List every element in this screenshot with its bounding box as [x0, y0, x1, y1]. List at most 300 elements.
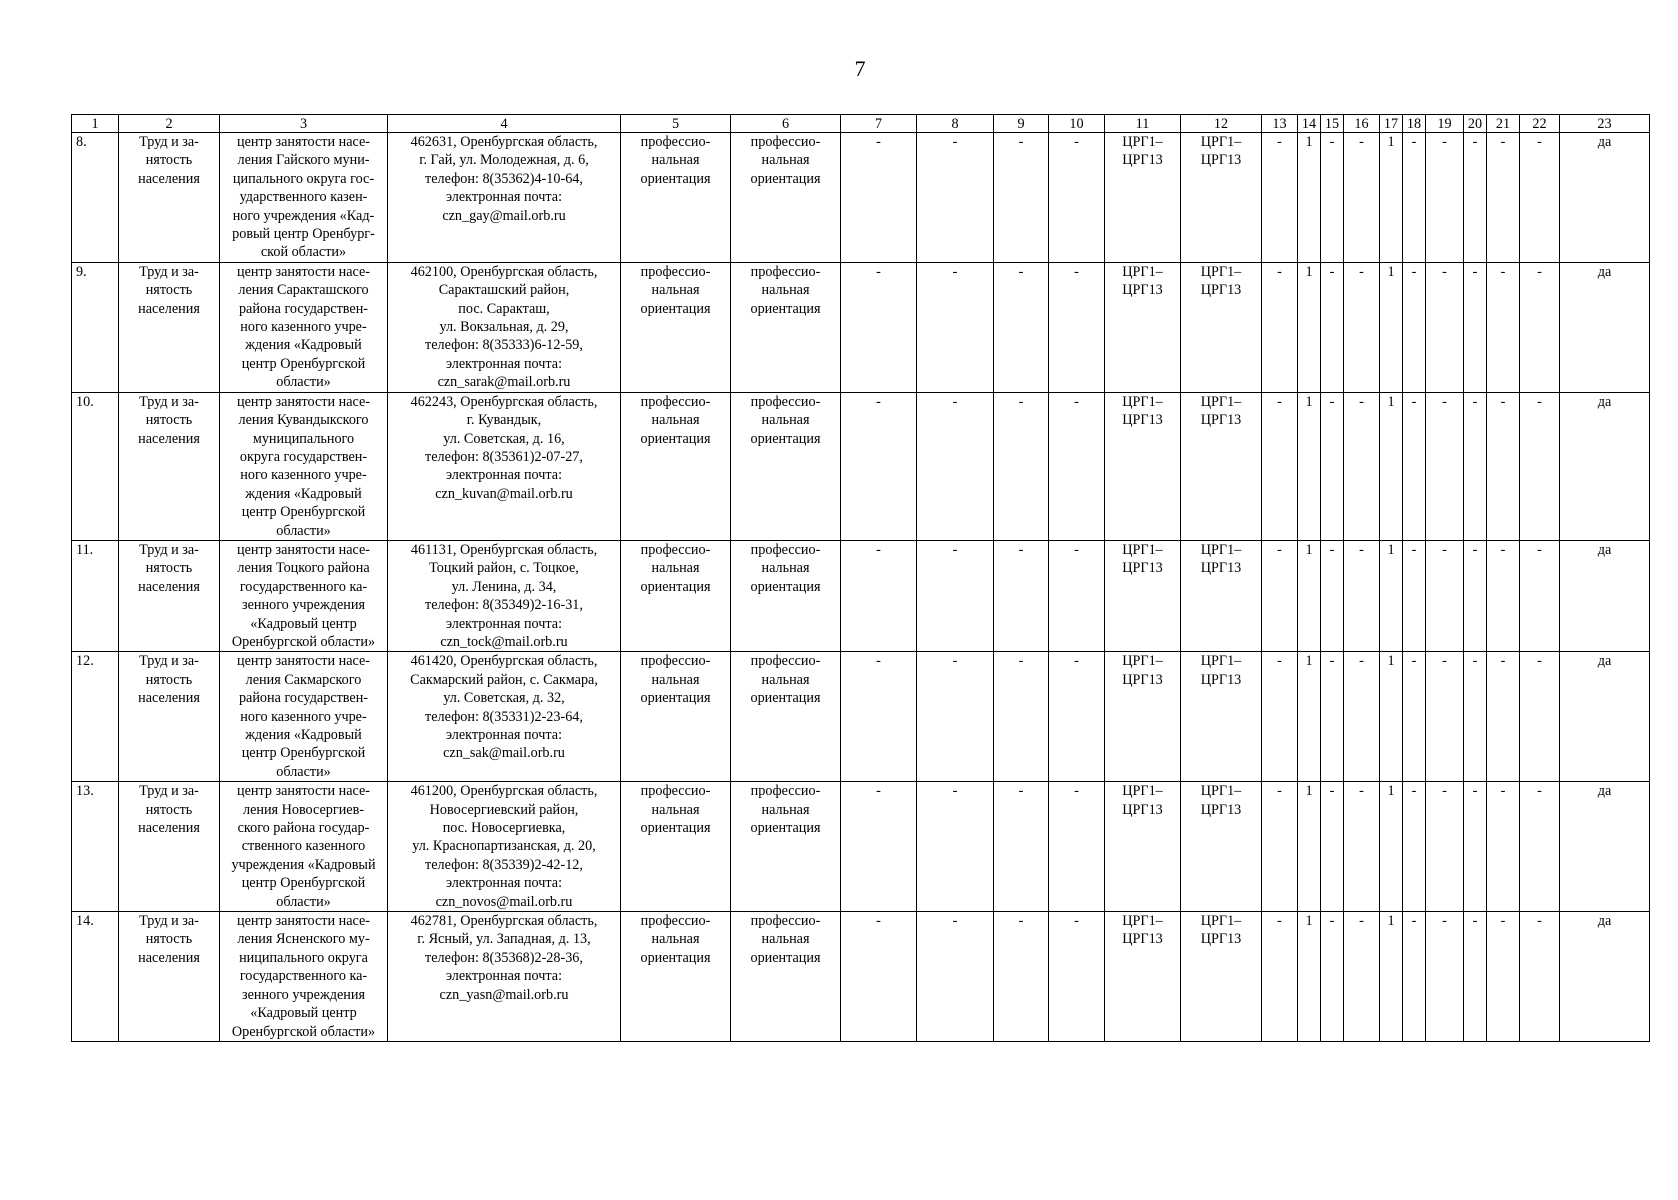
- cell-text: 1: [1305, 783, 1313, 800]
- table-cell-col23: [1560, 392, 1650, 540]
- cell-text: -: [1329, 393, 1335, 410]
- cell-text: профессио- нальная ориентация: [750, 134, 821, 187]
- cell-text: -: [1018, 653, 1024, 670]
- table-cell-col14: [1298, 262, 1321, 392]
- cell-text: ЦРГ1– ЦРГ13: [1122, 913, 1163, 948]
- cell-text: -: [1500, 263, 1506, 280]
- table-cell-col8: [917, 133, 994, 263]
- column-header: 20: [1464, 115, 1487, 133]
- cell-text: ЦРГ1– ЦРГ13: [1122, 263, 1163, 299]
- table-cell-col21: [1487, 262, 1520, 392]
- cell-text: -: [1500, 913, 1506, 930]
- header-row: [72, 115, 1650, 133]
- table-row: [72, 540, 1650, 651]
- table-cell-col16: [1344, 540, 1380, 651]
- cell-text: да: [1597, 134, 1612, 150]
- table-cell-col15: [1321, 652, 1344, 782]
- cell-text: Труд и за- нятость населения: [138, 393, 200, 447]
- cell-text: профессио- нальная ориентация: [750, 541, 821, 595]
- area-cell: [119, 652, 220, 782]
- cell-text: -: [1359, 541, 1364, 558]
- cell-text: 462631, Оренбургская область, г. Гай, ул. Молодежная, д. 6, телефон: 8(35362)4-10-64, электронная почта: czn_gay@mail.orb.ru: [410, 134, 598, 224]
- service-type-cell: [621, 652, 731, 782]
- cell-text: -: [1537, 263, 1542, 280]
- cell-text: -: [1472, 393, 1478, 410]
- table-cell-col17: [1380, 652, 1403, 782]
- cell-text: -: [876, 541, 881, 558]
- service-cell: [731, 392, 841, 540]
- service-type-cell: [621, 262, 731, 392]
- cell-text: центр занятости насе- ления Новосергиев- ского района государ- ственного казенного учреждения «Кадровый центр Оренбургской области»: [231, 783, 376, 910]
- cell-text: профессио- нальная ориентация: [640, 783, 711, 837]
- cell-text: ЦРГ1– ЦРГ13: [1200, 263, 1242, 299]
- cell-text: -: [1411, 913, 1417, 930]
- cell-text: -: [952, 783, 958, 800]
- table-cell-col7: [841, 262, 917, 392]
- cell-text: 10.: [76, 393, 94, 410]
- cell-text: 8.: [76, 134, 87, 150]
- table-cell-col21: [1487, 133, 1520, 263]
- cell-text: -: [1074, 541, 1079, 558]
- cell-text: -: [1277, 263, 1282, 280]
- table-cell-col17: [1380, 912, 1403, 1042]
- cell-text: 461131, Оренбургская область, Тоцкий район, с. Тоцкое, ул. Ленина, д. 34, телефон: 8(35349)2-16-31, электронная почта: czn_tock@mail.orb.ru: [410, 541, 598, 650]
- cell-text: -: [1277, 913, 1282, 930]
- cell-text: -: [1537, 653, 1542, 670]
- cell-text: -: [1411, 263, 1417, 280]
- table-row: [72, 782, 1650, 912]
- table-cell-col10: [1049, 540, 1105, 651]
- cell-text: -: [1411, 653, 1417, 670]
- table-row: [72, 133, 1650, 263]
- table-cell-col16: [1344, 392, 1380, 540]
- table-cell-col23: [1560, 262, 1650, 392]
- cell-text: -: [1074, 653, 1079, 670]
- cell-text: -: [1359, 393, 1364, 410]
- column-header: 22: [1520, 115, 1560, 133]
- table-cell-col16: [1344, 782, 1380, 912]
- table-cell-col17: [1380, 392, 1403, 540]
- table-cell-col9: [994, 133, 1049, 263]
- service-cell: [731, 782, 841, 912]
- cell-text: ЦРГ1– ЦРГ13: [1200, 393, 1242, 429]
- table-cell-col17: [1380, 782, 1403, 912]
- cell-text: -: [1074, 134, 1079, 150]
- cell-text: -: [1537, 783, 1542, 800]
- table-cell-col11: [1105, 912, 1181, 1042]
- table-cell-col13: [1262, 262, 1298, 392]
- cell-text: 1: [1387, 913, 1395, 930]
- cell-text: профессио- нальная ориентация: [750, 653, 821, 707]
- column-header: 1: [72, 115, 119, 133]
- table-cell-col11: [1105, 652, 1181, 782]
- table-cell-col12: [1181, 133, 1262, 263]
- organization-cell: [220, 262, 388, 392]
- table-cell-col15: [1321, 262, 1344, 392]
- table-cell-col15: [1321, 912, 1344, 1042]
- column-header: 14: [1298, 115, 1321, 133]
- cell-text: -: [1500, 393, 1506, 410]
- cell-text: -: [1411, 541, 1417, 558]
- cell-text: -: [1442, 263, 1447, 280]
- table-cell-col17: [1380, 540, 1403, 651]
- cell-text: -: [1472, 783, 1478, 800]
- cell-text: -: [1277, 653, 1282, 670]
- cell-text: -: [1472, 913, 1478, 930]
- table-cell-col18: [1403, 912, 1426, 1042]
- cell-text: -: [1472, 653, 1478, 670]
- cell-text: центр занятости насе- ления Ясненского му- ниципального округа государственного ка- зенного учреждения «Кадровый центр Оренбургской области»: [231, 913, 376, 1040]
- cell-text: -: [1442, 783, 1447, 800]
- table-cell-col19: [1426, 652, 1464, 782]
- cell-text: -: [1018, 134, 1024, 150]
- cell-text: -: [1018, 263, 1024, 280]
- table-cell-col16: [1344, 133, 1380, 263]
- cell-text: -: [1329, 541, 1335, 558]
- table-cell-col10: [1049, 652, 1105, 782]
- area-cell: [119, 540, 220, 651]
- cell-text: -: [1074, 783, 1079, 800]
- area-cell: [119, 782, 220, 912]
- cell-text: 1: [1387, 783, 1395, 800]
- column-header: 3: [220, 115, 388, 133]
- organization-cell: [220, 540, 388, 651]
- cell-text: -: [1537, 134, 1542, 150]
- row-number-cell: [72, 782, 119, 912]
- cell-text: ЦРГ1– ЦРГ13: [1122, 783, 1163, 818]
- table-body: [72, 133, 1650, 1042]
- cell-text: профессио- нальная ориентация: [750, 393, 821, 447]
- cell-text: -: [1442, 541, 1447, 558]
- cell-text: -: [1329, 653, 1335, 670]
- cell-text: -: [1329, 263, 1335, 280]
- cell-text: 1: [1305, 263, 1313, 280]
- table-cell-col11: [1105, 540, 1181, 651]
- cell-text: да: [1597, 783, 1612, 800]
- cell-text: -: [1074, 393, 1079, 410]
- cell-text: профессио- нальная ориентация: [640, 913, 711, 966]
- table-cell-col21: [1487, 782, 1520, 912]
- service-cell: [731, 540, 841, 651]
- address-cell: [388, 262, 621, 392]
- cell-text: да: [1597, 393, 1612, 410]
- cell-text: центр занятости насе- ления Сакмарского района государствен- ного казенного учре- ждения «Кадровый центр Оренбургской области»: [237, 653, 370, 780]
- table-cell-col20: [1464, 652, 1487, 782]
- table-cell-col9: [994, 782, 1049, 912]
- table-cell-col7: [841, 652, 917, 782]
- table-cell-col16: [1344, 262, 1380, 392]
- cell-text: профессио- нальная ориентация: [750, 263, 821, 317]
- cell-text: -: [1074, 263, 1079, 280]
- cell-text: -: [876, 393, 881, 410]
- cell-text: -: [952, 913, 958, 930]
- cell-text: да: [1597, 653, 1612, 670]
- cell-text: -: [952, 541, 958, 558]
- row-number-cell: [72, 912, 119, 1042]
- cell-text: 12.: [76, 653, 94, 670]
- cell-text: -: [1329, 783, 1335, 800]
- cell-text: -: [1500, 783, 1506, 800]
- cell-text: центр занятости насе- ления Кувандыкского муниципального округа государствен- ного казенного учре- ждения «Кадровый центр Оренбургской области»: [237, 393, 370, 539]
- table-cell-col17: [1380, 133, 1403, 263]
- cell-text: да: [1597, 263, 1612, 280]
- organization-cell: [220, 133, 388, 263]
- address-cell: [388, 912, 621, 1042]
- cell-text: -: [1277, 541, 1282, 558]
- cell-text: -: [1359, 263, 1364, 280]
- table-cell-col8: [917, 912, 994, 1042]
- cell-text: -: [1537, 393, 1542, 410]
- area-cell: [119, 133, 220, 263]
- column-header: 5: [621, 115, 731, 133]
- cell-text: -: [1500, 541, 1506, 558]
- service-cell: [731, 262, 841, 392]
- table-cell-col19: [1426, 782, 1464, 912]
- cell-text: -: [952, 653, 958, 670]
- table-cell-col13: [1262, 782, 1298, 912]
- table-cell-col11: [1105, 262, 1181, 392]
- column-header: 16: [1344, 115, 1380, 133]
- organization-cell: [220, 652, 388, 782]
- cell-text: -: [1442, 393, 1447, 410]
- table-cell-col19: [1426, 540, 1464, 651]
- column-header: 15: [1321, 115, 1344, 133]
- table-cell-col22: [1520, 262, 1560, 392]
- table-cell-col12: [1181, 782, 1262, 912]
- table-cell-col8: [917, 392, 994, 540]
- cell-text: центр занятости насе- ления Тоцкого района государственного ка- зенного учреждения «Кадровый центр Оренбургской области»: [231, 541, 376, 650]
- table-cell-col12: [1181, 912, 1262, 1042]
- table-cell-col20: [1464, 540, 1487, 651]
- table-row: [72, 652, 1650, 782]
- cell-text: 1: [1305, 134, 1313, 150]
- table-row: [72, 912, 1650, 1042]
- service-type-cell: [621, 133, 731, 263]
- row-number-cell: [72, 540, 119, 651]
- table-cell-col20: [1464, 133, 1487, 263]
- cell-text: -: [1472, 263, 1478, 280]
- column-header: 17: [1380, 115, 1403, 133]
- table-cell-col8: [917, 652, 994, 782]
- cell-text: -: [1472, 541, 1478, 558]
- table-cell-col19: [1426, 262, 1464, 392]
- table-cell-col15: [1321, 782, 1344, 912]
- table-cell-col14: [1298, 540, 1321, 651]
- cell-text: Труд и за- нятость населения: [138, 263, 200, 317]
- cell-text: 1: [1305, 913, 1313, 930]
- column-header: 18: [1403, 115, 1426, 133]
- table-cell-col16: [1344, 912, 1380, 1042]
- table-cell-col20: [1464, 912, 1487, 1042]
- cell-text: ЦРГ1– ЦРГ13: [1122, 653, 1163, 688]
- column-header: 21: [1487, 115, 1520, 133]
- table-cell-col22: [1520, 540, 1560, 651]
- table-cell-col21: [1487, 392, 1520, 540]
- service-type-cell: [621, 540, 731, 651]
- cell-text: -: [1074, 913, 1079, 930]
- row-number-cell: [72, 392, 119, 540]
- cell-text: ЦРГ1– ЦРГ13: [1200, 783, 1242, 818]
- cell-text: -: [952, 393, 958, 410]
- table-cell-col13: [1262, 540, 1298, 651]
- cell-text: центр занятости насе- ления Гайского муни- ципального округа гос- ударственного казен- ного учреждения «Кад- ровый центр Оренбург- ской области»: [232, 134, 375, 261]
- cell-text: 461200, Оренбургская область, Новосергиевский район, пос. Новосергиевка, ул. Краснопартизанская, д. 20, телефон: 8(35339)2-42-12, электронная почта: czn_novos@mail.orb.ru: [410, 783, 598, 910]
- cell-text: -: [1537, 913, 1542, 930]
- cell-text: профессио- нальная ориентация: [640, 393, 711, 447]
- address-cell: [388, 392, 621, 540]
- cell-text: ЦРГ1– ЦРГ13: [1122, 393, 1163, 429]
- table-cell-col8: [917, 540, 994, 651]
- table-cell-col11: [1105, 782, 1181, 912]
- cell-text: -: [876, 913, 881, 930]
- cell-text: -: [1411, 783, 1417, 800]
- cell-text: -: [1018, 541, 1024, 558]
- table-cell-col10: [1049, 133, 1105, 263]
- table-cell-col21: [1487, 652, 1520, 782]
- table-cell-col15: [1321, 392, 1344, 540]
- table-cell-col7: [841, 540, 917, 651]
- table-cell-col9: [994, 392, 1049, 540]
- cell-text: ЦРГ1– ЦРГ13: [1122, 541, 1163, 577]
- table-cell-col7: [841, 392, 917, 540]
- table-cell-col18: [1403, 392, 1426, 540]
- table-cell-col17: [1380, 262, 1403, 392]
- cell-text: -: [876, 783, 881, 800]
- cell-text: 1: [1387, 393, 1395, 410]
- table-cell-col14: [1298, 392, 1321, 540]
- cell-text: -: [1277, 134, 1282, 150]
- table-cell-col16: [1344, 652, 1380, 782]
- table-cell-col20: [1464, 392, 1487, 540]
- organization-cell: [220, 912, 388, 1042]
- table-cell-col12: [1181, 392, 1262, 540]
- cell-text: -: [1411, 134, 1417, 150]
- area-cell: [119, 262, 220, 392]
- table-cell-col18: [1403, 133, 1426, 263]
- cell-text: 13.: [76, 783, 94, 800]
- table-cell-col9: [994, 652, 1049, 782]
- cell-text: 1: [1387, 263, 1395, 280]
- table-cell-col8: [917, 782, 994, 912]
- column-header: 10: [1049, 115, 1105, 133]
- table-cell-col21: [1487, 540, 1520, 651]
- cell-text: -: [1500, 134, 1506, 150]
- table-cell-col22: [1520, 392, 1560, 540]
- table-cell-col15: [1321, 540, 1344, 651]
- cell-text: -: [876, 653, 881, 670]
- table-cell-col7: [841, 912, 917, 1042]
- table-cell-col7: [841, 133, 917, 263]
- table-cell-col13: [1262, 392, 1298, 540]
- cell-text: -: [1359, 653, 1364, 670]
- table-cell-col13: [1262, 652, 1298, 782]
- table-cell-col20: [1464, 782, 1487, 912]
- column-header: 13: [1262, 115, 1298, 133]
- cell-text: Труд и за- нятость населения: [138, 913, 200, 966]
- table-cell-col23: [1560, 652, 1650, 782]
- row-number-cell: [72, 133, 119, 263]
- service-type-cell: [621, 392, 731, 540]
- cell-text: Труд и за- нятость населения: [138, 541, 200, 595]
- cell-text: ЦРГ1– ЦРГ13: [1200, 541, 1242, 577]
- address-cell: [388, 540, 621, 651]
- cell-text: -: [876, 134, 881, 150]
- table-cell-col8: [917, 262, 994, 392]
- table-cell-col18: [1403, 540, 1426, 651]
- column-header: 6: [731, 115, 841, 133]
- cell-text: -: [1359, 913, 1364, 930]
- cell-text: -: [1277, 783, 1282, 800]
- table-cell-col15: [1321, 133, 1344, 263]
- cell-text: -: [1472, 134, 1478, 150]
- table-cell-col21: [1487, 912, 1520, 1042]
- cell-text: Труд и за- нятость населения: [138, 783, 200, 837]
- cell-text: 462100, Оренбургская область, Саракташский район, пос. Саракташ, ул. Вокзальная, д. 29, телефон: 8(35333)6-12-59, электронная почта: czn_sarak@mail.orb.ru: [410, 263, 598, 391]
- table-cell-col9: [994, 540, 1049, 651]
- service-type-cell: [621, 912, 731, 1042]
- table-cell-col12: [1181, 540, 1262, 651]
- cell-text: профессио- нальная ориентация: [640, 134, 711, 187]
- cell-text: -: [876, 263, 881, 280]
- table-cell-col12: [1181, 652, 1262, 782]
- table-cell-col19: [1426, 133, 1464, 263]
- cell-text: 11.: [76, 541, 94, 558]
- service-type-cell: [621, 782, 731, 912]
- cell-text: профессио- нальная ориентация: [750, 913, 821, 966]
- table-cell-col7: [841, 782, 917, 912]
- cell-text: профессио- нальная ориентация: [640, 263, 711, 317]
- area-cell: [119, 392, 220, 540]
- address-cell: [388, 133, 621, 263]
- service-cell: [731, 652, 841, 782]
- cell-text: ЦРГ1– ЦРГ13: [1200, 134, 1242, 169]
- table-cell-col10: [1049, 262, 1105, 392]
- organization-cell: [220, 392, 388, 540]
- cell-text: 1: [1387, 134, 1395, 150]
- table-cell-col10: [1049, 392, 1105, 540]
- cell-text: -: [1018, 913, 1024, 930]
- cell-text: да: [1597, 541, 1612, 558]
- table-cell-col18: [1403, 782, 1426, 912]
- table-cell-col23: [1560, 133, 1650, 263]
- address-cell: [388, 652, 621, 782]
- page-number: 7: [854, 56, 866, 81]
- table-cell-col22: [1520, 652, 1560, 782]
- cell-text: профессио- нальная ориентация: [640, 541, 711, 595]
- table-cell-col18: [1403, 652, 1426, 782]
- cell-text: 462243, Оренбургская область, г. Кувандык, ул. Советская, д. 16, телефон: 8(35361)2-07-27, электронная почта: czn_kuvan@mail.orb.ru: [410, 393, 598, 502]
- cell-text: центр занятости насе- ления Саракташского района государствен- ного казенного учре- ждения «Кадровый центр Оренбургской области»: [237, 263, 370, 391]
- table-cell-col23: [1560, 912, 1650, 1042]
- cell-text: 461420, Оренбургская область, Сакмарский район, с. Сакмара, ул. Советская, д. 32, телефон: 8(35331)2-23-64, электронная почта: czn_sak@mail.orb.ru: [410, 653, 598, 762]
- cell-text: -: [1500, 653, 1506, 670]
- table-cell-col22: [1520, 133, 1560, 263]
- table-cell-col22: [1520, 782, 1560, 912]
- table-cell-col14: [1298, 782, 1321, 912]
- cell-text: 1: [1387, 541, 1395, 558]
- organization-cell: [220, 782, 388, 912]
- address-cell: [388, 782, 621, 912]
- cell-text: ЦРГ1– ЦРГ13: [1200, 913, 1242, 948]
- cell-text: 1: [1305, 393, 1313, 410]
- column-header: 19: [1426, 115, 1464, 133]
- service-cell: [731, 133, 841, 263]
- cell-text: -: [1018, 393, 1024, 410]
- cell-text: -: [952, 134, 958, 150]
- table-cell-col13: [1262, 912, 1298, 1042]
- cell-text: ЦРГ1– ЦРГ13: [1122, 134, 1163, 169]
- column-header: 2: [119, 115, 220, 133]
